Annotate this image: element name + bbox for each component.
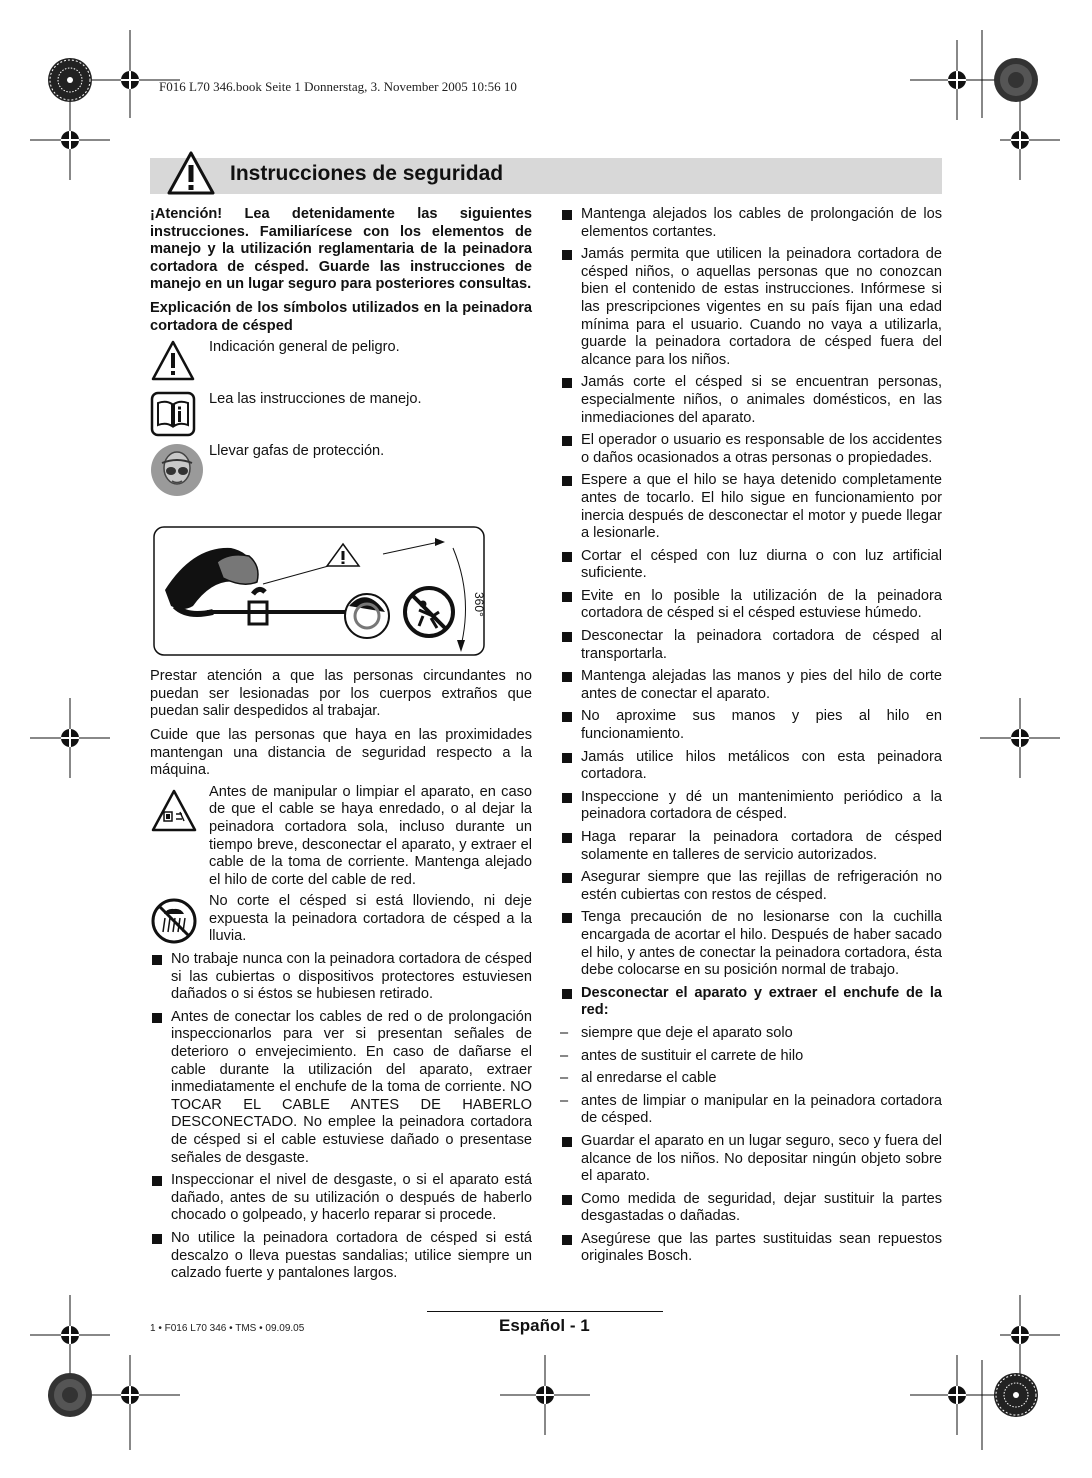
rotation-label: 360° bbox=[472, 592, 485, 617]
symbol-row-goggles bbox=[150, 443, 532, 501]
list-item: Jamás permita que utilicen la peinadora cortadora de césped niños, o aquellas personas que no conozcan bien el contenido de estas instrucciones. Infórmese si las prescripciones vigentes en su país fijan una edad mínima para el usuario. Cuando no vaya a utilizarla, guarde la peinadora cortadora de césped fuera del alcance para los niños. bbox=[560, 246, 942, 369]
intro-warning: ¡Atención! Lea detenidamente las siguientes instrucciones. Familiarícese con los elementos de manejo y la utilización reglamentaria de la peinadora cortadora de césped. Guarde las instrucciones de manejo en un lugar seguro para posteriores consultas. bbox=[150, 206, 532, 293]
right-column bbox=[560, 206, 942, 1271]
unplug-text: Antes de manipular o limpiar el aparato, en caso de que el cable se haya enredado, o al dejar la peinadora cortadora sola, incluso durante un tiempo breve, desconectar el aparato, y extraer el cable de la toma de corriente. Mantenga alejado el hilo de corte del cable de red. bbox=[209, 783, 532, 888]
dash-item: – al enredarse el cable bbox=[560, 1070, 942, 1088]
list-item: Mantenga alejados los cables de prolongación de los elementos cortantes. bbox=[560, 206, 942, 241]
paragraph-distance: Cuide que las personas que haya en las proximidades mantengan una distancia de seguridad respecto a la máquina. bbox=[150, 726, 532, 779]
warning-triangle-icon bbox=[150, 339, 196, 383]
list-item: Haga reparar la peinadora cortadora de césped solamente en talleres de servicio autorizados. bbox=[560, 829, 942, 864]
list-item: Jamás corte el césped si se encuentran personas, especialmente niños, o animales domésticos, en las inmediaciones del aparato. bbox=[560, 374, 942, 427]
warning-triangle-icon bbox=[166, 150, 216, 196]
symbol-text: Llevar gafas de protección. bbox=[209, 443, 385, 460]
symbol-row-manual bbox=[150, 391, 532, 440]
list-item: Cortar el césped con luz diurna o con luz artificial suficiente. bbox=[560, 548, 942, 583]
file-meta-header: F016 L70 346.book Seite 1 Donnerstag, 3. November 2005 10:56 10 bbox=[159, 79, 517, 94]
list-item: No aproxime sus manos y pies al hilo en funcionamiento. bbox=[560, 708, 942, 743]
paragraph-bystanders: Prestar atención a que las personas circundantes no puedan ser lesionadas por los cuerpos extraños que puedan salir despedidos al trabajar. bbox=[150, 668, 532, 720]
dash-item: – antes de sustituir el carrete de hilo bbox=[560, 1048, 942, 1066]
rain-text: No corte el césped si está lloviendo, ni deje expuesta la peinadora cortadora de césped a la lluvia. bbox=[209, 893, 532, 945]
symbol-text: Lea las instrucciones de manejo. bbox=[209, 391, 422, 408]
list-item: No utilice la peinadora cortadora de césped si está descalzo o lleva puestas sandalias; utilice siempre un calzado fuerte y pantalones largos. bbox=[150, 1230, 532, 1283]
trimmer-illustration bbox=[153, 526, 485, 656]
symbols-heading: Explicación de los símbolos utilizados en la peinadora cortadora de césped bbox=[150, 299, 532, 334]
list-item: Mantenga alejadas las manos y pies del hilo de corte antes de conectar el aparato. bbox=[560, 668, 942, 703]
safety-distance-diagram bbox=[153, 526, 485, 656]
footer-code: 1 • F016 L70 346 • TMS • 09.09.05 bbox=[150, 1323, 305, 1334]
symbol-row-danger bbox=[150, 339, 532, 388]
symbol-text: Indicación general de peligro. bbox=[209, 339, 400, 356]
list-item: Como medida de seguridad, dejar sustituir la partes desgastadas o dañadas. bbox=[560, 1191, 942, 1226]
list-item: El operador o usuario es responsable de los accidentes o daños ocasionados a otras personas o propiedades. bbox=[560, 432, 942, 467]
list-item: Asegúrese que las partes sustituidas sean repuestos originales Bosch. bbox=[560, 1231, 942, 1266]
list-item: Guardar el aparato en un lugar seguro, seco y fuera del alcance de los niños. No depositar ningún objeto sobre el aparato. bbox=[560, 1133, 942, 1186]
read-manual-icon bbox=[150, 391, 196, 437]
no-rain-icon bbox=[150, 897, 198, 945]
list-item: Tenga precaución de no lesionarse con la cuchilla encargada de acortar el hilo. Después de haber sacado el hilo, y antes de conectar la peinadora cortadora, ésta debe colocarse en su posición normal de trabajo. bbox=[560, 909, 942, 979]
list-item: Evite en lo posible la utilización de la peinadora cortadora de césped si el césped estuviese húmedo. bbox=[560, 588, 942, 623]
dash-item: – antes de limpiar o manipular en la peinadora cortadora de césped. bbox=[560, 1093, 942, 1128]
unplug-notice bbox=[150, 784, 532, 890]
disconnect-heading: Desconectar el aparato y extraer el enchufe de la red: bbox=[560, 985, 942, 1020]
list-item: Desconectar la peinadora cortadora de césped al transportarla. bbox=[560, 628, 942, 663]
list-item: Espere a que el hilo se haya detenido completamente antes de tocarlo. El hilo sigue en funcionamiento por inercia después de desconectar el motor y puede llegar a lesionarle. bbox=[560, 472, 942, 542]
list-item: Jamás utilice hilos metálicos con esta peinadora cortadora. bbox=[560, 749, 942, 784]
unplug-warning-icon bbox=[150, 788, 198, 834]
list-item: No trabaje nunca con la peinadora cortadora de césped si las cubiertas o dispositivos protectores estuviesen dañados o si éstos se hubiesen retirado. bbox=[150, 951, 532, 1004]
list-item: Asegurar siempre que las rejillas de refrigeración no estén cubiertas con restos de césped. bbox=[560, 869, 942, 904]
list-item: Inspeccionar el nivel de desgaste, o si el aparato está dañado, antes de su utilización o después de haberlo chocado o golpeado, y hacerlo reparar si procede. bbox=[150, 1172, 532, 1225]
rain-notice bbox=[150, 893, 532, 946]
safety-goggles-icon bbox=[150, 443, 204, 497]
list-item: Inspeccione y dé un mantenimiento periódico a la peinadora cortadora de césped. bbox=[560, 789, 942, 824]
page-number: Español - 1 bbox=[499, 1316, 590, 1335]
page-title: Instrucciones de seguridad bbox=[230, 162, 504, 185]
list-item: Antes de conectar los cables de red o de prolongación inspeccionarlos para ver si presentan señales de deterioro o envejecimiento. En caso de dañarse el cable durante la utilización del aparato, extraer inmediatamente el enchufe de la toma de corriente. NO TOCAR EL CABLE ANTES DE HABERLO DESCONECTADO. No emplee la peinadora cortadora de césped si el cable estuviese dañado o presentase señales de desgaste. bbox=[150, 1009, 532, 1167]
footer-rule bbox=[427, 1311, 663, 1312]
dash-item: – siempre que deje el aparato solo bbox=[560, 1025, 942, 1043]
left-column bbox=[150, 206, 532, 1288]
